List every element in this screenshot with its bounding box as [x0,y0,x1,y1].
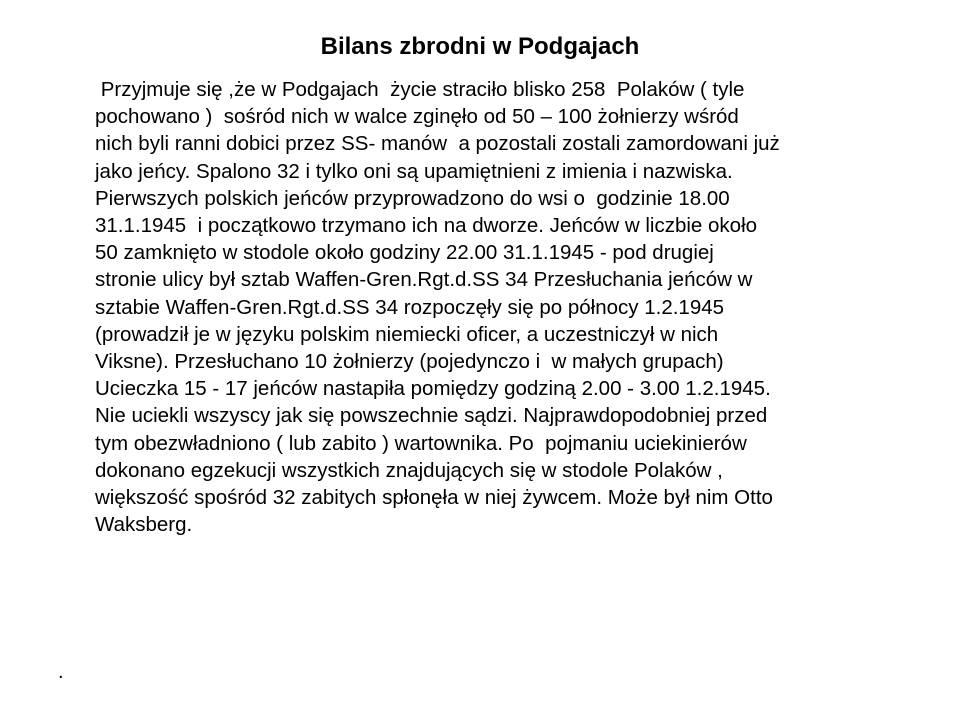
paragraph-line: Waksberg. [95,513,193,537]
paragraph-line: Pierwszych polskich jeńców przyprowadzono do wsi o godzinie 18.00 [95,186,730,210]
paragraph-line: Przyjmuje się ,że w Podgajach życie straciło blisko 258 Polaków ( tyle [95,78,745,101]
paragraph-line: Nie uciekli wszyscy jak się powszechnie sądzi. Najprawdopodobniej przed [95,404,768,428]
paragraph-line: większość spośród 32 zabitych spłonęła w niej żywcem. Może był nim Otto [95,486,773,510]
paragraph-line: stronie ulicy był sztab Waffen-Gren.Rgt.d.SS 34 Przesłuchania jeńców w [95,268,753,292]
footer-mark: . [58,661,64,683]
paragraph-line: 50 zamknięto w stodole około godziny 22.00 31.1.1945 - pod drugiej [95,241,714,265]
paragraph-line: jako jeńcy. Spalono 32 i tylko oni są upamiętnieni z imienia i nazwiska. [95,159,733,183]
paragraph-line: 31.1.1945 i początkowo trzymano ich na dworze. Jeńców w liczbie około [95,214,758,238]
paragraph-line: Ucieczka 15 - 17 jeńców nastapiła pomiędzy godziną 2.00 - 3.00 1.2.1945. [95,377,771,401]
paragraph-line: tym obezwładniono ( lub zabito ) wartownika. Po pojmaniu uciekinierów [95,431,747,455]
paragraph-line: sztabie Waffen-Gren.Rgt.d.SS 34 rozpoczęły się po północy 1.2.1945 [95,295,725,319]
paragraph-line: Viksne). Przesłuchano 10 żołnierzy (pojedynczo i w małych grupach) [95,350,724,374]
paragraph-line: nich byli ranni dobici przez SS- manów a pozostali zostali zamordowani już [95,132,780,156]
body-paragraph [95,76,915,538]
paragraph-line: pochowano ) sośród nich w walce zginęło od 50 – 100 żołnierzy wśród [95,105,739,129]
paragraph-line: dokonano egzekucji wszystkich znajdujących się w stodole Polaków , [95,458,723,482]
paragraph-line: (prowadził je w języku polskim niemiecki oficer, a uczestniczył w nich [95,322,719,346]
slide-title: Bilans zbrodni w Podgajach [320,33,640,60]
